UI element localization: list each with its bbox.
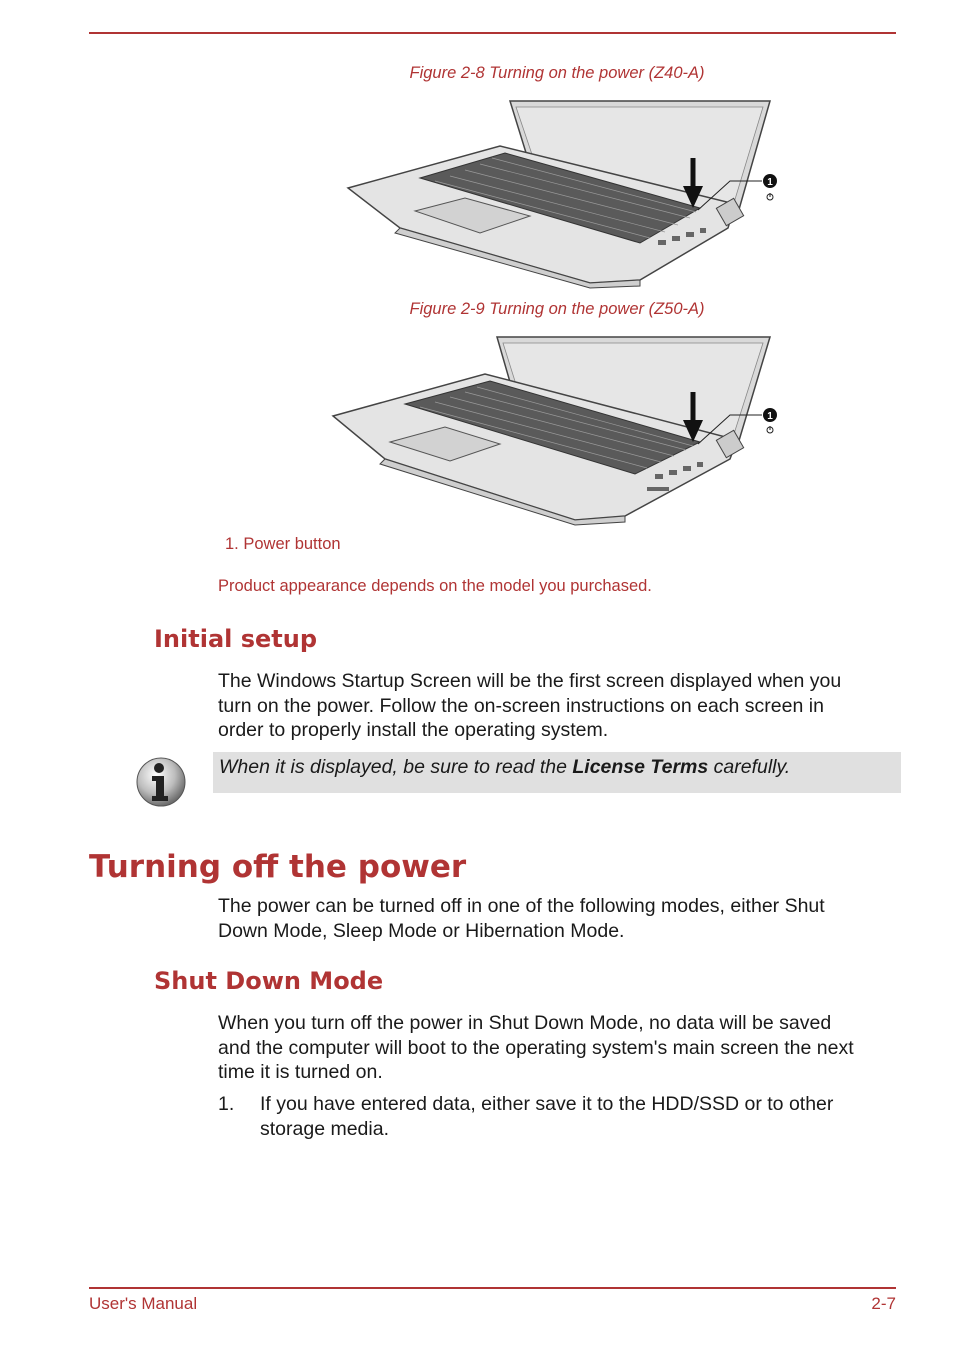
paragraph-line: When you turn off the power in Shut Down Mode, no data will be saved [218, 1012, 832, 1034]
section-heading-shut-down: Shut Down Mode [154, 967, 384, 995]
shut-down-paragraph [218, 1011, 898, 1085]
paragraph-line: and the computer will boot to the operating system's main screen the next [218, 1036, 854, 1059]
footer-page-number: 2-7 [871, 1294, 896, 1313]
chapter-heading-turning-off: Turning off the power [89, 849, 467, 885]
note-text [219, 756, 790, 779]
header-rule [89, 32, 896, 34]
figure-legend-item: 1. Power button [225, 535, 341, 553]
figure-caption-z40: Figure 2-8 Turning on the power (Z40-A) [409, 64, 705, 82]
paragraph-line: The power can be turned off in one of the following modes, either Shut [218, 895, 825, 917]
paragraph-line: Down Mode, Sleep Mode or Hibernation Mode. [218, 919, 625, 942]
figure-caption-z50: Figure 2-9 Turning on the power (Z50-A) [409, 300, 705, 318]
appearance-note: Product appearance depends on the model you purchased. [218, 577, 652, 595]
step-text [260, 1092, 890, 1141]
initial-setup-paragraph [218, 669, 898, 743]
footer-rule [89, 1287, 896, 1289]
note-box [213, 752, 901, 793]
section-heading-initial-setup: Initial setup [154, 625, 318, 653]
step-number: 1. [218, 1093, 235, 1115]
step-line: storage media. [260, 1117, 389, 1140]
paragraph-line: The Windows Startup Screen will be the first screen displayed when you [218, 670, 842, 692]
footer-manual-title: User's Manual [89, 1294, 198, 1313]
turning-off-paragraph [218, 894, 898, 943]
callout-number: 1 [767, 411, 773, 422]
laptop-illustration-z50 [325, 334, 790, 526]
license-terms-emphasis: License Terms [572, 756, 709, 778]
info-icon [134, 756, 188, 808]
note-text-start: When it is displayed, be sure to read the [219, 756, 573, 778]
callout-number: 1 [767, 177, 773, 188]
paragraph-line: order to properly install the operating system. [218, 719, 609, 741]
paragraph-line: turn on the power. Follow the on-screen instructions on each screen in [218, 694, 824, 717]
note-text-end: carefully. [708, 756, 791, 778]
paragraph-line: time it is turned on. [218, 1061, 383, 1083]
laptop-illustration-z40 [340, 98, 790, 290]
step-line: If you have entered data, either save it to the HDD/SSD or to other [260, 1093, 834, 1115]
